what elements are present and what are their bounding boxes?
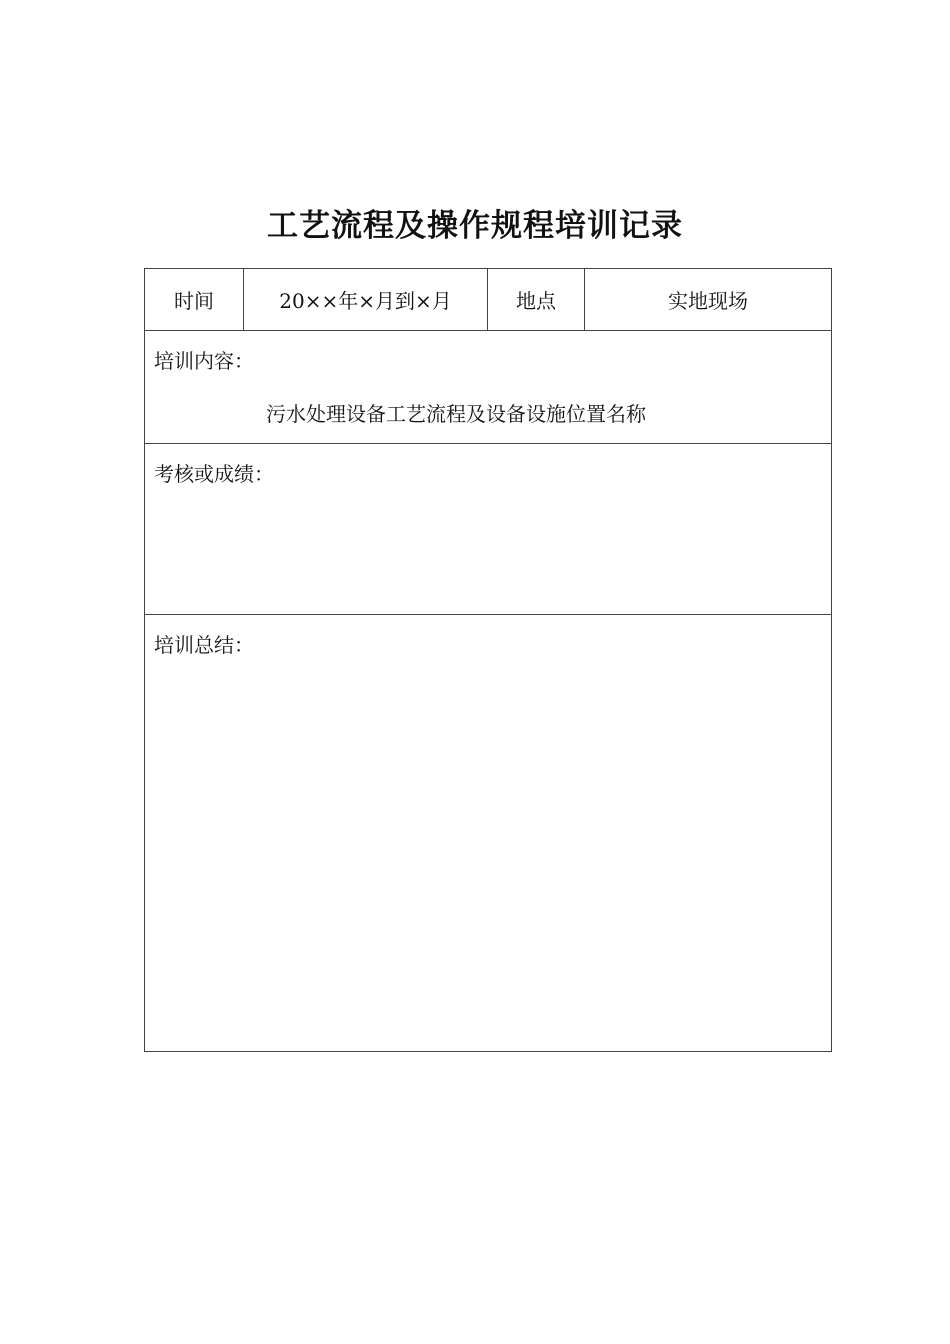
place-value: 实地现场 [585,269,832,331]
training-record-table [144,268,832,1052]
summary-cell [145,615,832,1052]
time-label: 时间 [145,269,244,331]
training-content-row [145,331,832,444]
place-label: 地点 [488,269,585,331]
assessment-row [145,444,832,615]
training-content-cell [145,331,832,444]
summary-label: 培训总结： [154,633,254,657]
summary-value [145,658,831,682]
document-title: 工艺流程及操作规程培训记录 [267,208,683,244]
training-content-value: 污水处理设备工艺流程及设备设施位置名称 [266,402,646,426]
summary-row [145,615,832,1052]
assessment-value [145,487,831,511]
assessment-cell [145,444,832,615]
time-value: 20××年×月到×月 [244,269,488,331]
training-content-label: 培训内容： [154,349,254,373]
header-row [145,269,832,331]
assessment-label: 考核或成绩： [154,462,274,486]
